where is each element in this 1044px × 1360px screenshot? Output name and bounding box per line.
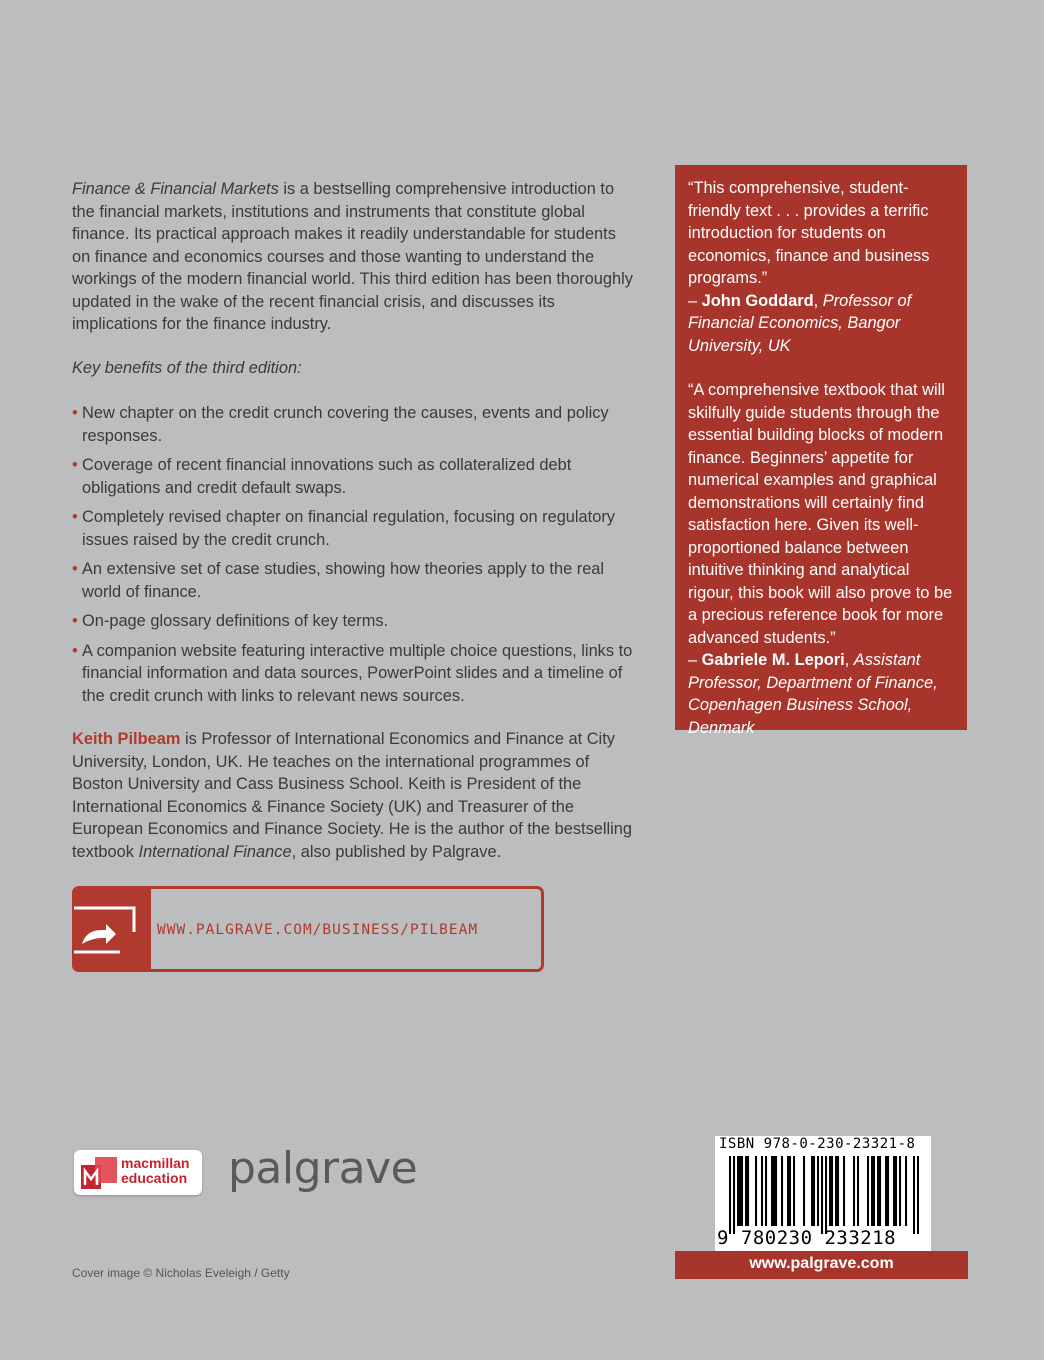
list-item (72, 454, 637, 499)
benefit-text: On-page glossary definitions of key terms. (82, 612, 389, 630)
isbn-barcode (715, 1136, 931, 1252)
macmillan-line2: education (121, 1170, 188, 1186)
macmillan-text (121, 1156, 189, 1186)
author-bio (72, 728, 637, 863)
book-title: Finance & Financial Markets (72, 180, 279, 198)
barcode-bar (787, 1156, 789, 1226)
barcode-bar (885, 1156, 887, 1226)
barcode-bar (761, 1156, 763, 1226)
benefit-text: Coverage of recent financial innovations such as collateralized debt obligations and credit default swaps. (82, 456, 572, 497)
barcode-bar (811, 1156, 813, 1226)
barcode-bar (893, 1156, 895, 1226)
macmillan-education-logo (74, 1150, 202, 1195)
quote-author-title: Professor of Financial Economics, Bangor University, UK (688, 291, 912, 355)
barcode-bar (745, 1156, 747, 1226)
barcode-bar (877, 1156, 879, 1226)
barcode-bar (853, 1156, 855, 1226)
barcode-bar (837, 1156, 839, 1226)
list-item (72, 506, 637, 551)
barcode-bar (873, 1156, 875, 1226)
quote-dash: – (688, 291, 702, 310)
benefit-text: Completely revised chapter on financial regulation, focusing on regulatory issues raised by the credit crunch. (82, 508, 615, 549)
barcode-bar (871, 1156, 873, 1226)
bullet-icon: • (72, 612, 78, 630)
list-item (72, 610, 637, 633)
barcode-bar (857, 1156, 859, 1226)
quote-author: John Goddard (701, 291, 814, 310)
quote-dash: – (688, 651, 702, 669)
macmillan-m-icon (81, 1157, 117, 1189)
barcode-bar (895, 1156, 897, 1226)
barcode-bar (821, 1156, 823, 1234)
bullet-icon: • (72, 641, 78, 660)
quote-text: “This comprehensive, student-friendly text . . . provides a terrific introduction for students on economics, finance and business programs.” (688, 179, 930, 287)
review-quote-2 (688, 379, 955, 739)
key-benefits-list (72, 402, 637, 714)
barcode-digits: 9 780230 233218 (717, 1227, 897, 1249)
barcode-bar (917, 1156, 919, 1234)
isbn-label: ISBN 978-0-230-23321-8 (719, 1136, 916, 1152)
quote-separator: , (844, 651, 854, 669)
barcode-bar (817, 1156, 819, 1226)
barcode-bar (905, 1156, 907, 1226)
list-item (72, 558, 637, 603)
barcode-bar (773, 1156, 775, 1226)
barcode-bar (737, 1156, 739, 1226)
barcode-bar (899, 1156, 901, 1226)
benefit-text: New chapter on the credit crunch covering the causes, events and policy responses. (82, 404, 609, 445)
companion-website-box[interactable] (72, 886, 544, 972)
barcode-bar (739, 1156, 741, 1226)
barcode-bar (747, 1156, 749, 1226)
barcode-bar (771, 1156, 773, 1226)
bullet-icon: • (72, 508, 78, 526)
barcode-bar (803, 1156, 805, 1226)
barcode-bar (741, 1156, 743, 1226)
barcode-bar (913, 1156, 915, 1234)
palgrave-logo: palgrave (228, 1143, 418, 1194)
barcode-bar (825, 1156, 827, 1234)
book-description (72, 178, 637, 336)
review-quote-1 (688, 177, 955, 357)
author-name: Keith Pilbeam (72, 730, 181, 748)
quote-author-title: Assistant Professor, Department of Finance, Copenhagen Business School, Denmark (688, 651, 938, 737)
key-benefits-heading: Key benefits of the third edition: (72, 359, 302, 377)
bullet-icon: • (72, 404, 78, 422)
barcode-bar (729, 1156, 731, 1234)
barcode-bar (789, 1156, 791, 1226)
author-bio-text: is Professor of International Economics and Finance at City University, London, UK. He teaches on the international programmes of Boston University and Cass Business School. Keith is President of the International Economics & Finance Society (UK) and Treasurer of the European Economics and Finance Society. He is the author of the bestselling textbook (72, 730, 633, 861)
description-text: is a bestselling comprehensive introduction to the financial markets, institutions and instruments that constitute global finance. Its practical approach makes it readily understandable for students on finance and economics courses and those wanting to understand the workings of the modern financial world. This third edition has been thoroughly updated in the wake of the recent financial crisis, and discusses its implications for the finance industry. (72, 180, 633, 333)
list-item (72, 640, 637, 708)
author-book-title: International Finance (138, 842, 292, 861)
author-bio-text-end: , also published by Palgrave. (291, 842, 502, 861)
macmillan-line1: macmillan (121, 1155, 190, 1171)
barcode-bar (879, 1156, 881, 1226)
quote-author: Gabriele M. Lepori (701, 651, 845, 669)
quote-separator: , (813, 291, 823, 310)
bullet-icon: • (72, 560, 78, 578)
barcode-bar (887, 1156, 889, 1226)
barcode-bar (781, 1156, 783, 1226)
bullet-icon: • (72, 456, 78, 474)
barcode-bar (831, 1156, 833, 1226)
quote-text: “A comprehensive textbook that will skilfully guide students through the essential building blocks of modern finance. Beginners’ appetite for numerical examples and graphical demonstrations will certainly find satisfaction here. Given its well-proportioned balance between intuitive thinking and analytical rigour, this book will also prove to be a precious reference book for more advanced students.” (688, 381, 953, 647)
cover-image-credit: Cover image © Nicholas Eveleigh / Getty (72, 1266, 290, 1280)
benefit-text: An extensive set of case studies, showing how theories apply to the real world of finance. (82, 560, 605, 601)
review-quotes-panel (675, 165, 967, 737)
barcode-bars (729, 1156, 919, 1234)
companion-website-link[interactable]: WWW.PALGRAVE.COM/BUSINESS/PILBEAM (157, 922, 479, 938)
barcode-bar (755, 1156, 757, 1226)
barcode-bar (835, 1156, 837, 1226)
barcode-bar (733, 1156, 735, 1234)
book-arrow-icon (72, 886, 151, 972)
list-item (72, 402, 637, 447)
barcode-bar (765, 1156, 767, 1226)
barcode-bar (829, 1156, 831, 1226)
barcode-bar (843, 1156, 845, 1226)
barcode-bar (793, 1156, 795, 1226)
benefit-text: A companion website featuring interactive multiple choice questions, links to financial information and data sources, PowerPoint slides and a timeline of the credit crunch with links to relevant news sources. (82, 641, 633, 705)
barcode-bar (813, 1156, 815, 1226)
barcode-bar (775, 1156, 777, 1226)
barcode-bar (867, 1156, 869, 1226)
publisher-url[interactable]: www.palgrave.com (675, 1251, 968, 1279)
